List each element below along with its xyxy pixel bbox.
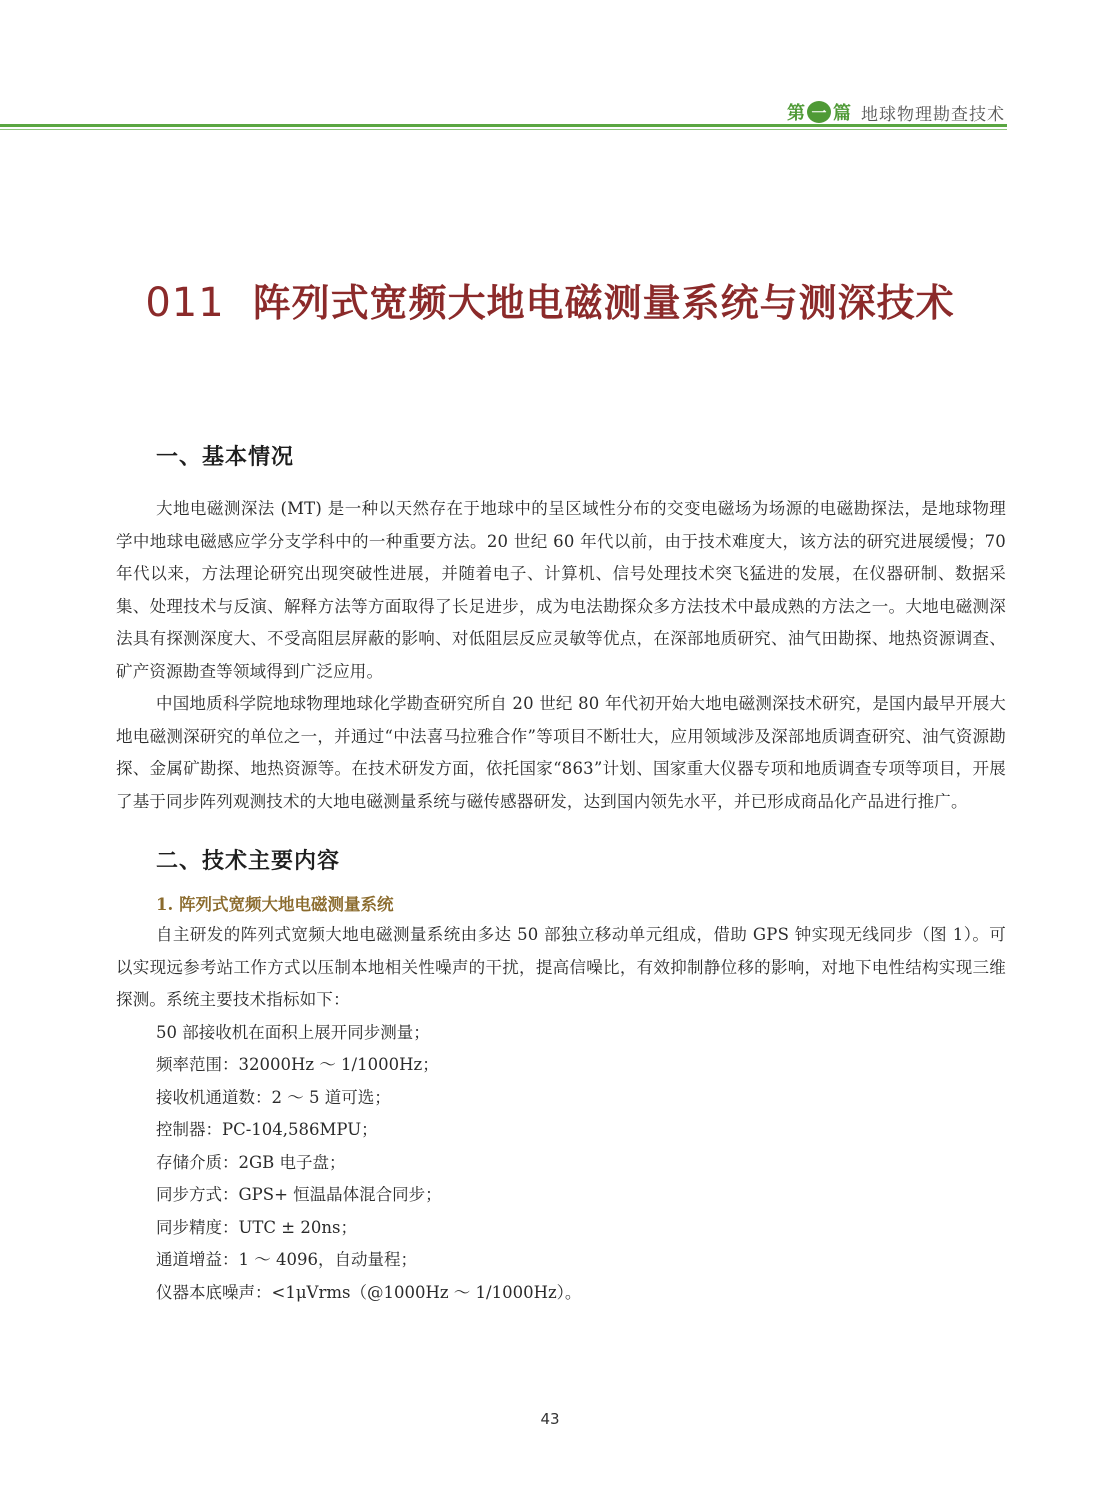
subsection-heading: 1. 阵列式宽频大地电磁测量系统	[156, 895, 394, 914]
page-body	[116, 440, 1006, 1309]
spec-item: 50 部接收机在面积上展开同步测量；	[156, 1022, 430, 1042]
spec-item: 同步方式：GPS+ 恒温晶体混合同步；	[156, 1185, 442, 1204]
part-label	[787, 100, 1005, 124]
spec-item: 频率范围：32000Hz ～ 1/1000Hz；	[156, 1055, 439, 1074]
chapter-number: 011	[145, 280, 225, 326]
spec-item: 同步精度：UTC ± 20ns；	[156, 1217, 357, 1237]
part-number-badge: 一	[807, 101, 831, 123]
part-suffix: 篇	[833, 103, 851, 124]
paragraph: 大地电磁测深法 (MT) 是一种以天然存在于地球中的呈区域性分布的交变电磁场为场源的电磁勘探法，是地球物理学中地球电磁感应学分支学科中的一种重要方法。20 世纪 60 年代以前，由于技术难度大，该方法的研究进展缓慢；70 年代以来，方法理论研究出现突破性进展，并随着电子、计算机、信号处理技术突飞猛进的发展，在仪器研制、数据采集、处理技术与反演、解释方法等方面取得了长足进步，成为电法勘探众多方法技术中最成熟的方法之一。大地电磁测深法具有探测深度大、不受高阻层屏蔽的影响、对低阻层反应灵敏等优点，在深部地质研究、油气田勘探、地热资源调查、矿产资源勘查等领域得到广泛应用。	[116, 499, 1006, 681]
spec-item: 存储介质：2GB 电子盘；	[156, 1152, 346, 1172]
part-mark	[787, 99, 851, 125]
spec-item: 接收机通道数：2 ～ 5 道可选；	[156, 1087, 391, 1107]
spec-item: 控制器：PC-104,586MPU；	[156, 1120, 378, 1139]
part-title: 地球物理勘查技术	[861, 104, 1005, 125]
chapter-title	[0, 272, 1100, 327]
header-rule-thin	[0, 129, 1007, 130]
page-number: 43	[540, 1410, 560, 1428]
page-header	[0, 0, 1100, 130]
spec-item: 通道增益：1 ～ 4096，自动量程；	[156, 1250, 417, 1269]
section-heading-basic: 一、基本情况	[156, 445, 295, 470]
header-rule	[0, 124, 1007, 127]
paragraph: 自主研发的阵列式宽频大地电磁测量系统由多达 50 部独立移动单元组成，借助 GPS 钟实现无线同步（图 1）。可以实现远参考站工作方式以压制本地相关性噪声的干扰，提高信噪比，有效抑制静位移的影响，对地下电性结构实现三维探测。系统主要技术指标如下：	[116, 925, 1006, 1009]
paragraph: 中国地质科学院地球物理地球化学勘查研究所自 20 世纪 80 年代初开始大地电磁测深技术研究，是国内最早开展大地电磁测深研究的单位之一，并通过“中法喜马拉雅合作”等项目不断壮大，应用领域涉及深部地质调查研究、油气资源勘探、金属矿勘探、地热资源等。在技术研发方面，依托国家“863”计划、国家重大仪器专项和地质调查专项等项目，开展了基于同步阵列观测技术的大地电磁测量系统与磁传感器研发，达到国内领先水平，并已形成商品化产品进行推广。	[116, 694, 1006, 811]
part-prefix: 第	[787, 103, 805, 124]
chapter-title-text: 阵列式宽频大地电磁测量系统与测深技术	[252, 281, 955, 325]
spec-item: 仪器本底噪声：<1μVrms（@1000Hz ～ 1/1000Hz）。	[156, 1282, 582, 1302]
section-heading-technology: 二、技术主要内容	[156, 849, 341, 874]
